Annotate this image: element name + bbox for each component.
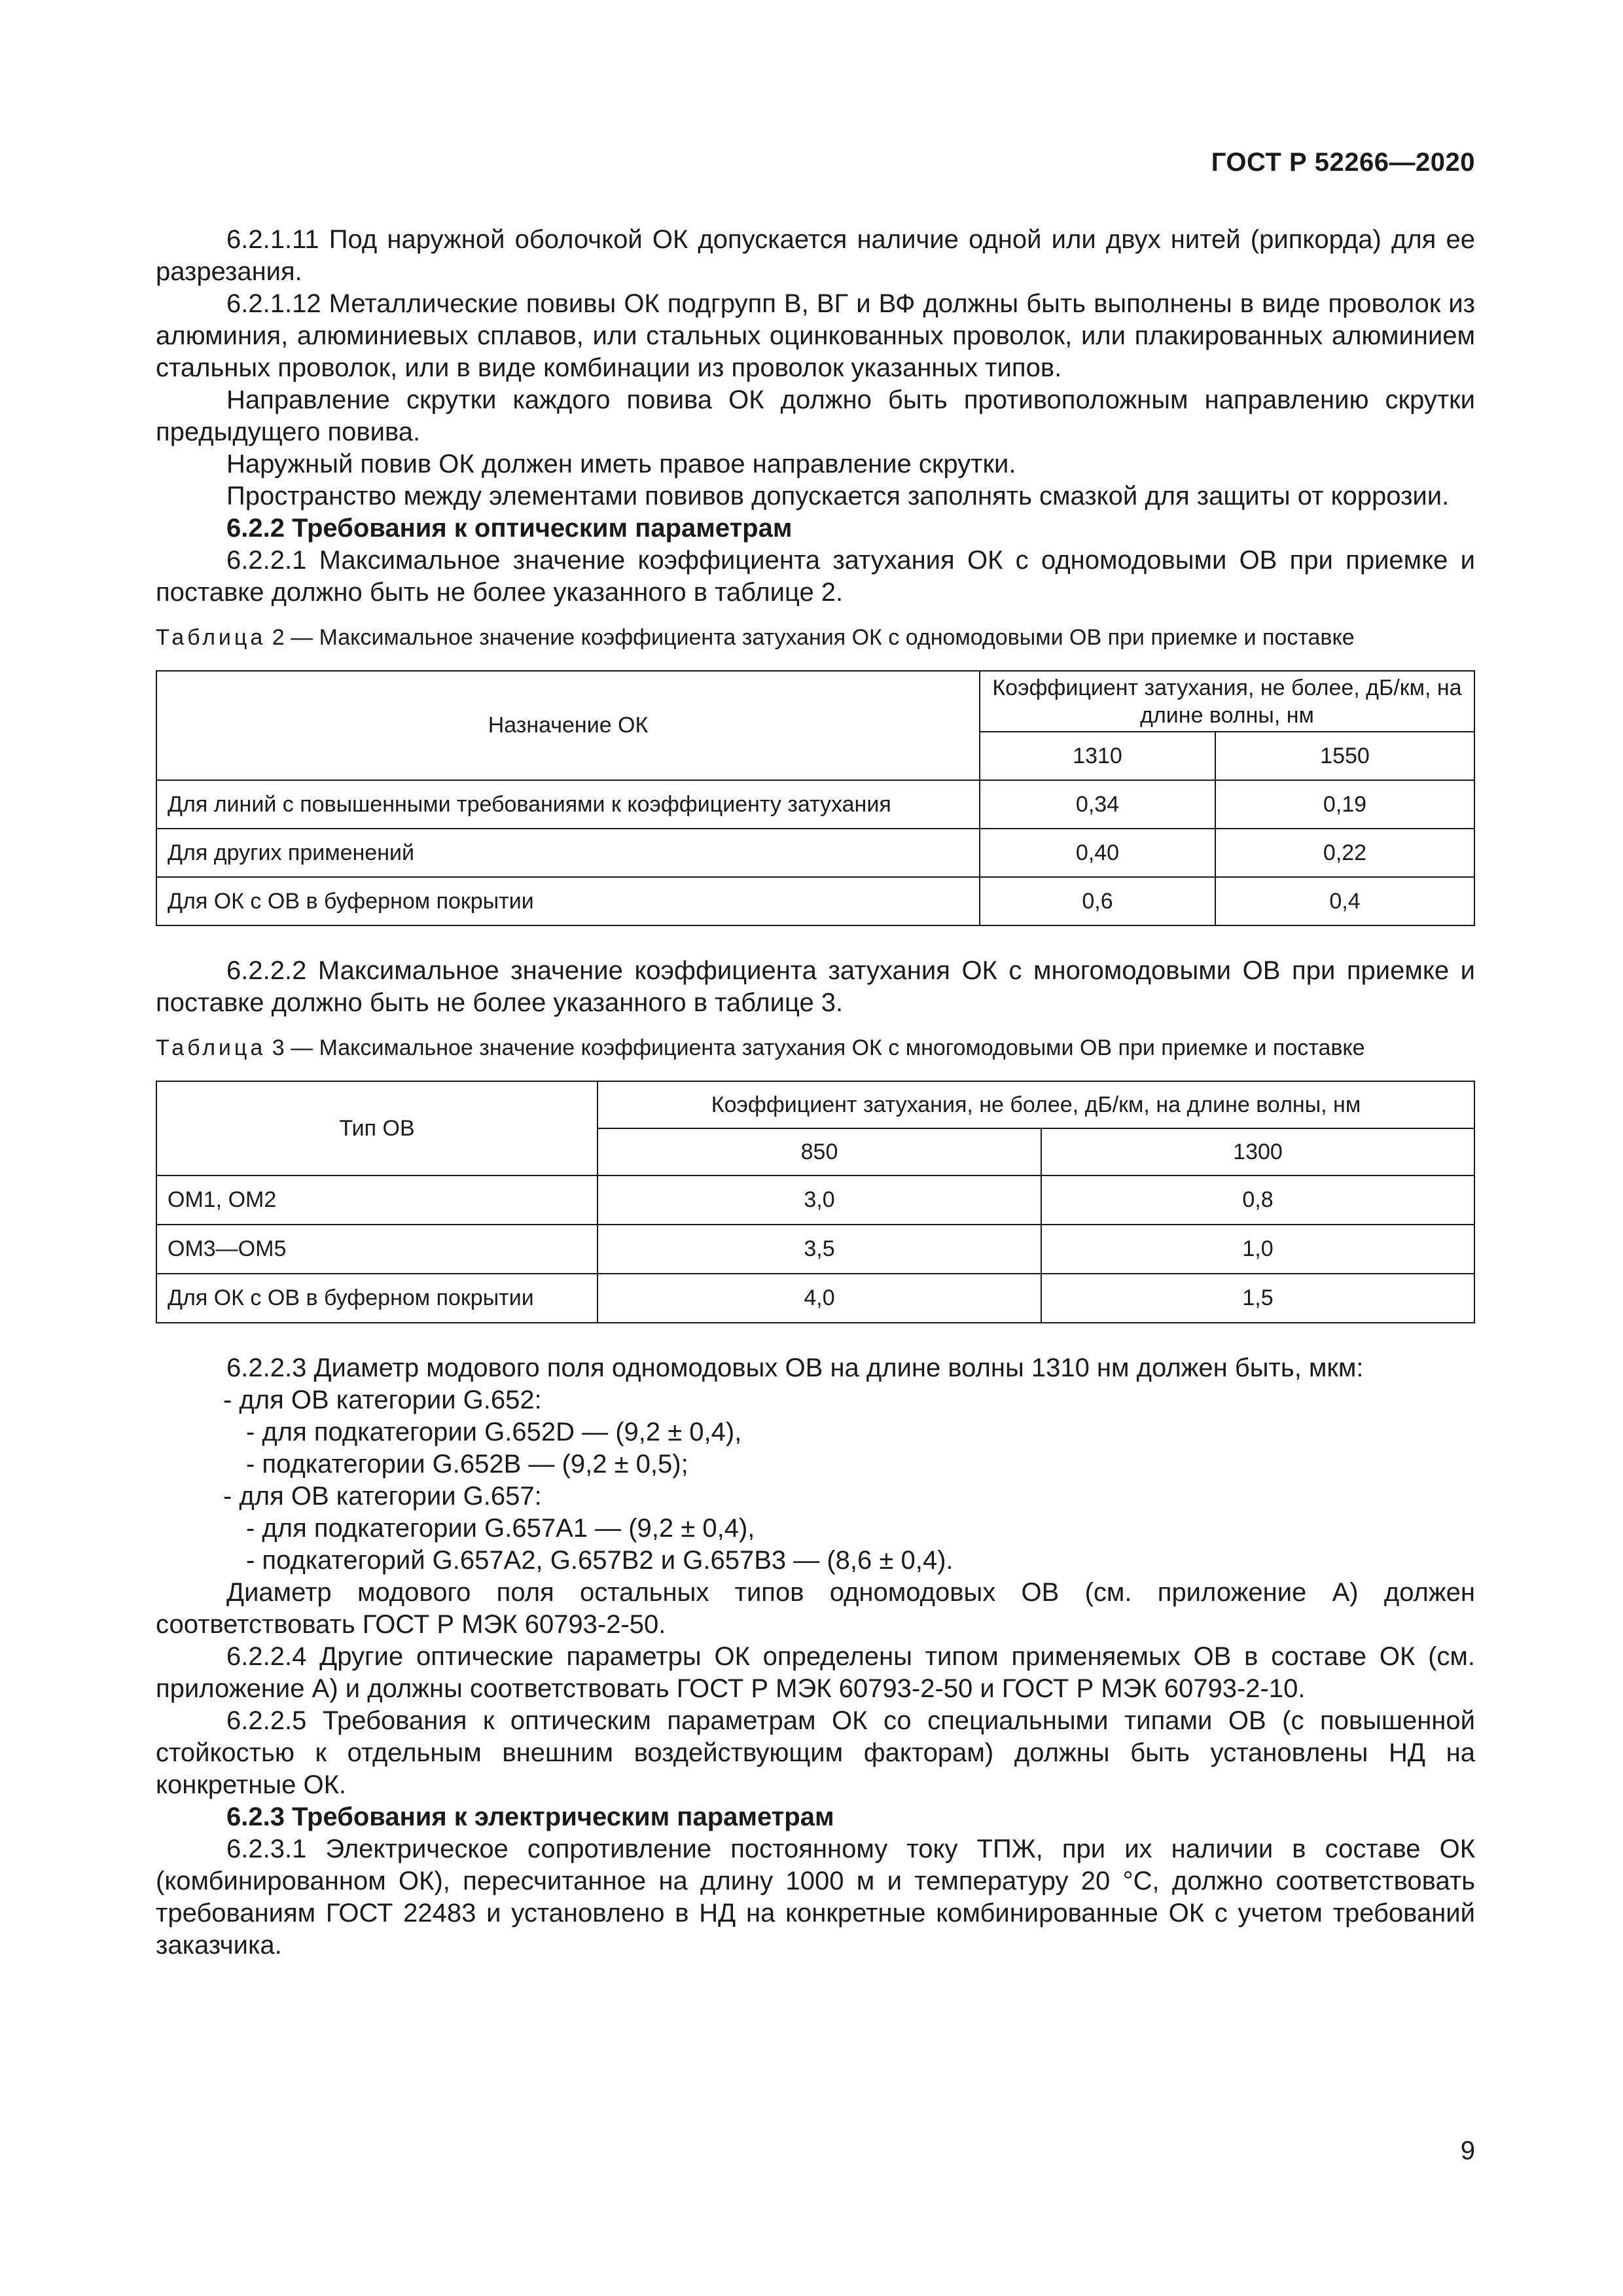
list-item: - для подкатегории G.657A1 — (9,2 ± 0,4),: [246, 1514, 755, 1543]
list-item: - для подкатегории G.652D — (9,2 ± 0,4),: [246, 1418, 742, 1446]
table-cell: 0,34: [980, 780, 1215, 829]
paragraph: Направление скрутки каждого повива ОК должно быть противоположным направлению скрутки предыдущего повива.: [156, 386, 1475, 446]
bullet-list: [156, 1384, 1475, 1577]
table-cell: 3,5: [597, 1225, 1041, 1274]
table-row: [156, 1175, 1474, 1225]
paragraph: 6.2.3.1 Электрическое сопротивление постоянному току ТПЖ, при их наличии в составе ОК (комбинированном ОК), пересчитанное на длину 1000 м и температуру 20 °С, должно соответствовать требованиям ГОСТ 22483 и установлено в НД на конкретные комбинированные ОК с учетом требований заказчика.: [156, 1835, 1475, 1960]
table-cell: Для других применений: [156, 829, 980, 877]
table-cell: 4,0: [597, 1274, 1041, 1323]
section-heading: 6.2.2 Требования к оптическим параметрам: [226, 514, 793, 543]
table-row: [156, 829, 1474, 877]
table-row: [156, 1225, 1474, 1274]
table-header-cell: 1550: [1215, 732, 1474, 780]
table-header-cell: Назначение ОК: [156, 671, 980, 780]
list-item: - подкатегории G.652B — (9,2 ± 0,5);: [246, 1450, 688, 1479]
attenuation-table-multimode: [156, 1081, 1475, 1323]
table-cell: 1,0: [1041, 1225, 1474, 1274]
attenuation-table-singlemode: [156, 670, 1475, 926]
table-caption-label: Таблица: [156, 625, 266, 650]
table-cell: 0,22: [1215, 829, 1474, 877]
page-number: 9: [1460, 2136, 1475, 2165]
paragraph: 6.2.2.5 Требования к оптическим параметрам ОК со специальными типами ОВ (с повышенной стойкостью к отдельным внешним воздействующим факторам) должны быть установлены НД на конкретные ОК.: [156, 1706, 1475, 1799]
table-cell: ОМ3—ОМ5: [156, 1225, 597, 1274]
paragraph: 6.2.1.11 Под наружной оболочкой ОК допускается наличие одной или двух нитей (рипкорда) для ее разрезания.: [156, 225, 1475, 286]
paragraph: Пространство между элементами повивов допускается заполнять смазкой для защиты от коррозии.: [226, 482, 1450, 511]
table-cell: 0,40: [980, 829, 1215, 877]
table-header-cell: Тип ОВ: [156, 1081, 597, 1175]
paragraph: 6.2.2.1 Максимальное значение коэффициента затухания ОК с одномодовыми ОВ при приемке и поставке должно быть не более указанного в таблице 2.: [156, 546, 1475, 607]
table-row: [156, 1274, 1474, 1323]
document-body: [156, 224, 1475, 1962]
table-header-cell: Коэффициент затухания, не более, дБ/км, на длине волны, нм: [597, 1081, 1474, 1128]
table-caption-text: 2 — Максимальное значение коэффициента затухания ОК с одномодовыми ОВ при приемке и поставке: [272, 625, 1355, 650]
list-item: - для ОВ категории G.657:: [223, 1482, 542, 1511]
table-header-cell: 1300: [1041, 1128, 1474, 1175]
table-caption: [156, 1033, 1475, 1062]
table-cell: Для ОК с ОВ в буферном покрытии: [156, 877, 980, 925]
paragraph: 6.2.1.12 Металлические повивы ОК подгрупп В, ВГ и ВФ должны быть выполнены в виде проволок из алюминия, алюминиевых сплавов, или стальных оцинкованных проволок, или плакированных алюминием стальных проволок, или в виде комбинации из проволок указанных типов.: [156, 289, 1475, 382]
list-item: - для ОВ категории G.652:: [223, 1386, 542, 1414]
list-item: - подкатегорий G.657A2, G.657B2 и G.657B3 — (8,6 ± 0,4).: [246, 1546, 954, 1575]
table-cell: Для ОК с ОВ в буферном покрытии: [156, 1274, 597, 1323]
table-cell: Для линий с повышенными требованиями к коэффициенту затухания: [156, 780, 980, 829]
table-header-cell: 1310: [980, 732, 1215, 780]
table-row: [156, 780, 1474, 829]
table-cell: ОМ1, ОМ2: [156, 1175, 597, 1225]
table-cell: 0,4: [1215, 877, 1474, 925]
document-header: ГОСТ Р 52266—2020: [1211, 148, 1475, 177]
paragraph: 6.2.2.4 Другие оптические параметры ОК определены типом применяемых ОВ в составе ОК (см. приложение А) и должны соответствовать ГОСТ Р МЭК 60793-2-50 и ГОСТ Р МЭК 60793-2-10.: [156, 1642, 1475, 1703]
table-caption: [156, 623, 1475, 652]
paragraph: Диаметр модового поля остальных типов одномодовых ОВ (см. приложение А) должен соответствовать ГОСТ Р МЭК 60793-2-50.: [156, 1578, 1475, 1639]
table-header-cell: 850: [597, 1128, 1041, 1175]
table-cell: 3,0: [597, 1175, 1041, 1225]
table-caption-label: Таблица: [156, 1035, 266, 1060]
paragraph: 6.2.2.3 Диаметр модового поля одномодовых ОВ на длине волны 1310 нм должен быть, мкм:: [226, 1354, 1364, 1382]
section-heading: 6.2.3 Требования к электрическим параметрам: [226, 1803, 834, 1831]
table-caption-text: 3 — Максимальное значение коэффициента затухания ОК с многомодовыми ОВ при приемке и поставке: [272, 1035, 1365, 1060]
table-row: [156, 877, 1474, 925]
table-cell: 0,19: [1215, 780, 1474, 829]
table-cell: 1,5: [1041, 1274, 1474, 1323]
table-cell: 0,8: [1041, 1175, 1474, 1225]
paragraph: 6.2.2.2 Максимальное значение коэффициента затухания ОК с многомодовыми ОВ при приемке и поставке должно быть не более указанного в таблице 3.: [156, 956, 1475, 1017]
table-cell: 0,6: [980, 877, 1215, 925]
paragraph: Наружный повив ОК должен иметь правое направление скрутки.: [226, 450, 1016, 478]
table-header-cell: Коэффициент затухания, не более, дБ/км, на длине волны, нм: [980, 671, 1474, 732]
